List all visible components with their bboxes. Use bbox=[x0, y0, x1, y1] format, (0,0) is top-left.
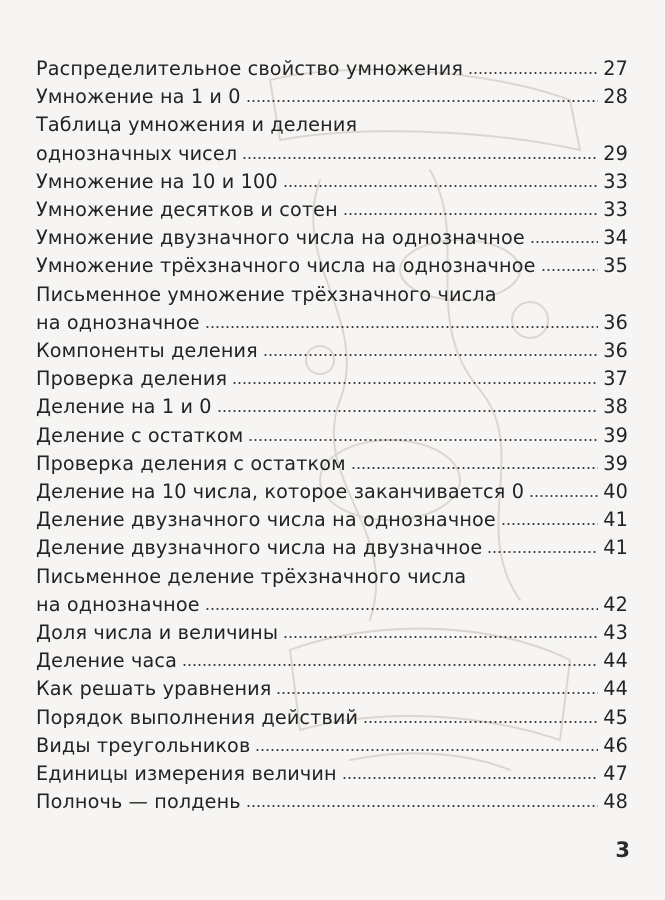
toc-entry-line bbox=[36, 788, 628, 816]
toc-entry-page-number: 37 bbox=[603, 367, 628, 391]
toc-entry-title: Деление с остатком bbox=[36, 423, 244, 447]
dot-leader bbox=[541, 269, 599, 271]
toc-entry-line bbox=[36, 252, 628, 280]
toc-entry-page-number: 33 bbox=[603, 198, 628, 222]
toc-entry bbox=[36, 563, 628, 619]
toc-entry-title: Деление на 1 и 0 bbox=[36, 395, 212, 419]
toc-entry-title-first-line: Таблица умножения и деления bbox=[36, 113, 358, 137]
toc-entry bbox=[36, 478, 628, 506]
toc-entry-page-number: 44 bbox=[603, 677, 628, 701]
dot-leader bbox=[217, 410, 599, 412]
toc-entry bbox=[36, 675, 628, 703]
toc-entry-page-number: 27 bbox=[603, 57, 628, 80]
toc-entry bbox=[36, 55, 628, 83]
toc-entry-line bbox=[36, 591, 628, 619]
toc-entry-title: на однозначное bbox=[36, 592, 200, 616]
toc-entry-page-number: 43 bbox=[603, 621, 628, 645]
toc-entry-title: Деление на 10 числа, которое заканчивается 0 bbox=[36, 480, 525, 504]
toc-entry-line bbox=[36, 704, 628, 732]
toc-entry bbox=[36, 393, 628, 421]
toc-entry bbox=[36, 168, 628, 196]
toc-entry-line bbox=[36, 732, 628, 760]
dot-leader bbox=[283, 185, 599, 187]
dot-leader bbox=[232, 382, 598, 384]
toc-entry-page-number: 36 bbox=[603, 339, 628, 363]
dot-leader bbox=[501, 523, 598, 525]
dot-leader bbox=[182, 664, 598, 666]
toc-entry-line bbox=[36, 506, 628, 534]
dot-leader bbox=[263, 354, 598, 356]
toc-entry-page-number: 29 bbox=[603, 141, 628, 165]
dot-leader bbox=[276, 692, 598, 694]
toc-entry bbox=[36, 534, 628, 562]
dot-leader bbox=[242, 157, 598, 159]
toc-entry-line bbox=[36, 55, 628, 83]
dot-leader bbox=[248, 439, 598, 441]
toc-entry-page-number: 47 bbox=[603, 762, 628, 786]
table-of-contents bbox=[36, 55, 628, 816]
dot-leader bbox=[530, 241, 598, 243]
toc-entry-page-number: 39 bbox=[603, 451, 628, 475]
toc-entry-page-number: 45 bbox=[603, 705, 628, 729]
toc-entry-title: Деление двузначного числа на двузначное bbox=[36, 536, 483, 560]
toc-entry-line bbox=[36, 365, 628, 393]
toc-entry-line bbox=[36, 140, 628, 168]
toc-entry bbox=[36, 365, 628, 393]
toc-entry bbox=[36, 337, 628, 365]
dot-leader bbox=[351, 467, 598, 469]
dot-leader bbox=[255, 749, 598, 751]
toc-entry-line bbox=[36, 196, 628, 224]
toc-entry-title: Порядок выполнения действий bbox=[36, 705, 359, 729]
dot-leader bbox=[343, 213, 598, 215]
toc-entry-line bbox=[36, 393, 628, 421]
toc-entry-page-number: 38 bbox=[603, 395, 628, 419]
toc-entry-line bbox=[36, 224, 628, 252]
dot-leader bbox=[205, 326, 599, 328]
page-number: 3 bbox=[615, 838, 630, 862]
toc-entry bbox=[36, 760, 628, 788]
toc-entry-title: Распределительное свойство умножения bbox=[36, 57, 464, 80]
toc-entry-title: на однозначное bbox=[36, 310, 200, 334]
dot-leader bbox=[205, 608, 599, 610]
toc-entry-page-number: 48 bbox=[603, 790, 628, 814]
dot-leader bbox=[529, 495, 598, 497]
toc-entry-page-number: 44 bbox=[603, 649, 628, 673]
toc-entry bbox=[36, 196, 628, 224]
toc-entry-line bbox=[36, 760, 628, 788]
toc-entry-page-number: 41 bbox=[603, 536, 628, 560]
toc-entry-line bbox=[36, 534, 628, 562]
toc-entry-line bbox=[36, 450, 628, 478]
toc-entry-line bbox=[36, 168, 628, 196]
toc-entry-title: Проверка деления bbox=[36, 367, 228, 391]
dot-leader bbox=[246, 805, 599, 807]
toc-entry-title-first-line: Письменное деление трёхзначного числа bbox=[36, 564, 467, 588]
toc-entry-line bbox=[36, 647, 628, 675]
toc-entry-title: Умножение на 1 и 0 bbox=[36, 85, 241, 109]
toc-entry-line bbox=[36, 83, 628, 111]
toc-entry-title: Умножение трёхзначного числа на однозначное bbox=[36, 254, 536, 278]
toc-entry-page-number: 41 bbox=[603, 508, 628, 532]
toc-entry bbox=[36, 281, 628, 337]
dot-leader bbox=[487, 551, 598, 553]
toc-entry bbox=[36, 732, 628, 760]
toc-entry-line bbox=[36, 337, 628, 365]
toc-entry-page-number: 35 bbox=[603, 254, 628, 278]
toc-entry-line bbox=[36, 422, 628, 450]
toc-entry bbox=[36, 422, 628, 450]
toc-entry bbox=[36, 111, 628, 167]
toc-entry-title: Единицы измерения величин bbox=[36, 762, 337, 786]
toc-entry-line bbox=[36, 478, 628, 506]
toc-entry bbox=[36, 506, 628, 534]
toc-entry-title: однозначных чисел bbox=[36, 141, 238, 165]
dot-leader bbox=[363, 721, 598, 723]
toc-entry-title: Проверка деления с остатком bbox=[36, 451, 346, 475]
toc-entry-page-number: 42 bbox=[603, 592, 628, 616]
toc-entry bbox=[36, 224, 628, 252]
toc-entry-title: Полночь — полдень bbox=[36, 790, 241, 814]
toc-entry-line bbox=[36, 309, 628, 337]
dot-leader bbox=[283, 636, 598, 638]
toc-entry-page-number: 28 bbox=[603, 85, 628, 109]
dot-leader bbox=[468, 72, 598, 74]
toc-entry bbox=[36, 450, 628, 478]
toc-entry-title: Как решать уравнения bbox=[36, 677, 272, 701]
toc-entry-title: Умножение на 10 и 100 bbox=[36, 169, 278, 193]
toc-entry-page-number: 40 bbox=[603, 480, 628, 504]
dot-leader bbox=[246, 100, 599, 102]
toc-entry-title: Деление двузначного числа на однозначное bbox=[36, 508, 496, 532]
toc-entry bbox=[36, 647, 628, 675]
toc-entry-line bbox=[36, 619, 628, 647]
toc-entry-page-number: 34 bbox=[603, 226, 628, 250]
toc-entry-page-number: 39 bbox=[603, 423, 628, 447]
toc-entry-title: Виды треугольников bbox=[36, 733, 251, 757]
toc-entry bbox=[36, 83, 628, 111]
toc-entry-title: Умножение десятков и сотен bbox=[36, 198, 338, 222]
toc-entry-title: Деление часа bbox=[36, 649, 177, 673]
toc-entry bbox=[36, 619, 628, 647]
toc-entry-title: Умножение двузначного числа на однозначное bbox=[36, 226, 525, 250]
toc-entry-title: Компоненты деления bbox=[36, 339, 258, 363]
toc-entry bbox=[36, 704, 628, 732]
dot-leader bbox=[342, 777, 599, 779]
toc-entry-page-number: 36 bbox=[603, 310, 628, 334]
toc-entry bbox=[36, 788, 628, 816]
toc-entry-title: Доля числа и величины bbox=[36, 621, 279, 645]
toc-entry bbox=[36, 252, 628, 280]
toc-entry-page-number: 46 bbox=[603, 733, 628, 757]
toc-entry-line bbox=[36, 675, 628, 703]
toc-entry-title-first-line: Письменное умножение трёхзначного числа bbox=[36, 282, 497, 306]
toc-entry-page-number: 33 bbox=[603, 169, 628, 193]
